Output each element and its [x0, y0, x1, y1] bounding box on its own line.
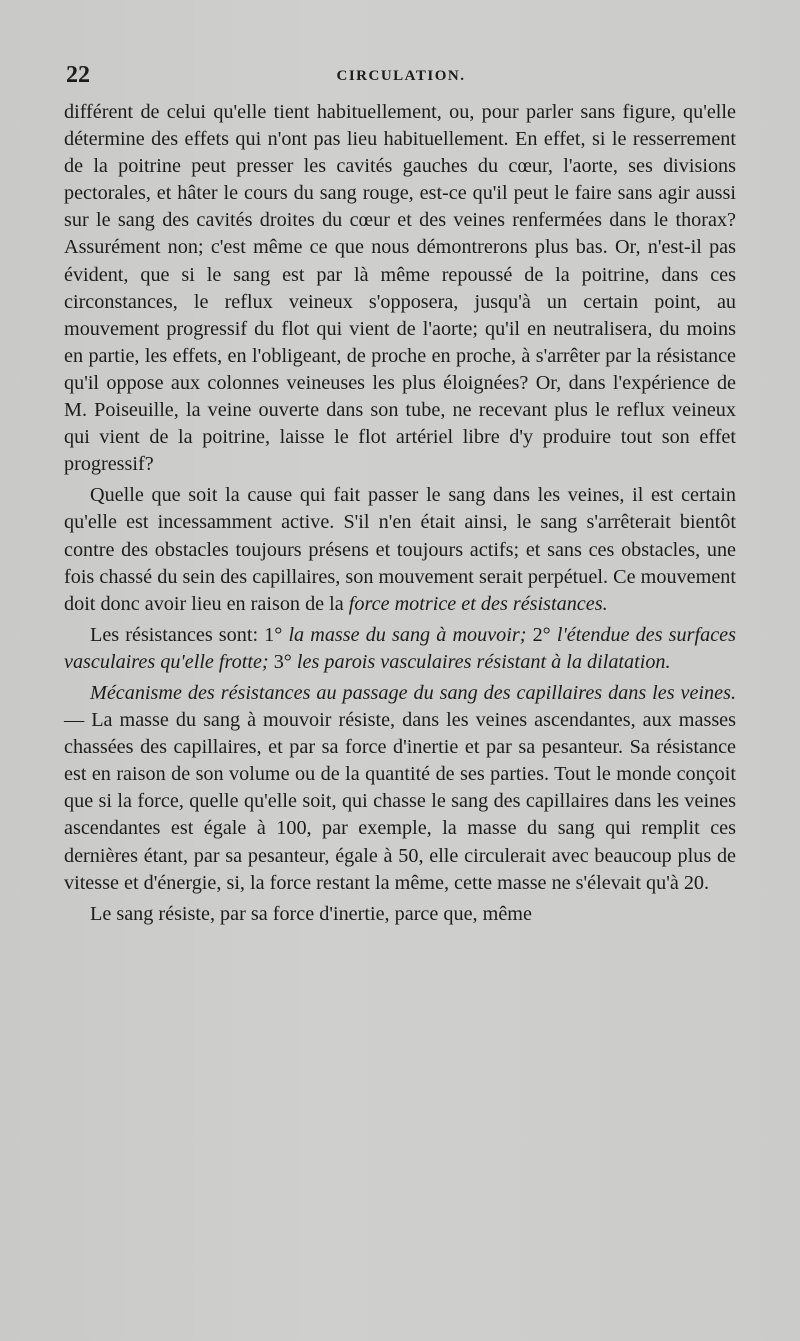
paragraph-text: différent de celui qu'elle tient habituellement, ou, pour parler sans figure, qu'elle détermine des effets qui n'ont pas lieu habituellement. En effet, si le resserrement de la poitrine peut presser les cavités gauches du cœur, l'aorte, ses divisions pectorales, et hâter le cours du sang rouge, est-ce qu'il peut le faire sans agir aussi sur le sang des cavités droites du cœur et des veines renfermées dans le thorax? Assurément non; c'est même ce que nous démontrerons plus bas. Or, n'est-il pas évident, que si le sang est par là même repoussé de la poitrine, dans ces circonstances, le reflux veineux s'opposera, jusqu'à un certain point, au mouvement progressif du flot qui vient de l'aorte; qu'il en neutralisera, du moins en partie, les effets, en l'obligeant, de proche en proche, à s'arrêter par la résistance qu'il oppose aux colonnes veineuses les plus éloignées? Or, dans l'expérience de M. Poiseuille, la veine ouverte dans son tube, ne recevant plus le reflux veineux qui vient de la poitrine, laisse le flot artériel libre d'y produire tout son effet progressif?	[64, 101, 736, 476]
body-text	[64, 99, 736, 928]
page-number: 22	[66, 62, 90, 88]
page-header	[66, 62, 736, 92]
paragraph	[64, 901, 736, 928]
paragraph-text: 3°	[273, 650, 292, 673]
running-title: CIRCULATION.	[336, 68, 466, 84]
paragraph	[64, 482, 736, 617]
paragraph-continued	[64, 99, 736, 478]
section-heading: Mécanisme des résistances au passage du sang des capillaires dans les veines.	[90, 681, 736, 704]
paragraph-text: Quelle que soit la cause qui fait passer le sang dans les veines, il est certain qu'elle est incessamment active. S'il n'en était ainsi, le sang s'arrêterait bientôt contre des obstacles toujours présens et toujours actifs; et sans ces obstacles, une fois chassé du sein des capillaires, son mouvement serait perpétuel. Ce mouvement doit donc avoir lieu en raison de la	[64, 484, 736, 615]
paragraph-text: Le sang résiste, par sa force d'inertie, parce que, même	[90, 902, 532, 925]
paragraph-text: Les résistances sont: 1°	[90, 623, 283, 646]
paragraph-text: — La masse du sang à mouvoir résiste, dans les veines ascendantes, aux masses chassées des capillaires, et par sa force d'inertie et par sa pesanteur. Sa résistance est en raison de son volume ou de la quantité de ses parties. Tout le monde conçoit que si la force, quelle qu'elle soit, qui chasse le sang des capillaires dans les veines ascendantes est égale à 100, par exemple, la masse du sang qui remplit ces dernières étant, par sa pesanteur, égale à 50, elle circulerait avec beaucoup plus de vitesse et d'énergie, si, la force restant la même, cette masse ne s'élevait qu'à 20.	[64, 709, 736, 894]
paragraph	[64, 622, 736, 676]
italic-phrase: l'étendue des surfaces vasculaires qu'elle frotte;	[64, 623, 736, 673]
italic-phrase: les parois vasculaires résistant à la dilatation.	[291, 650, 671, 673]
paragraph	[64, 680, 736, 897]
paragraph-text: 2°	[532, 623, 551, 646]
italic-phrase: la masse du sang à mouvoir;	[282, 623, 533, 646]
italic-phrase: force motrice et des résistances.	[348, 592, 608, 615]
